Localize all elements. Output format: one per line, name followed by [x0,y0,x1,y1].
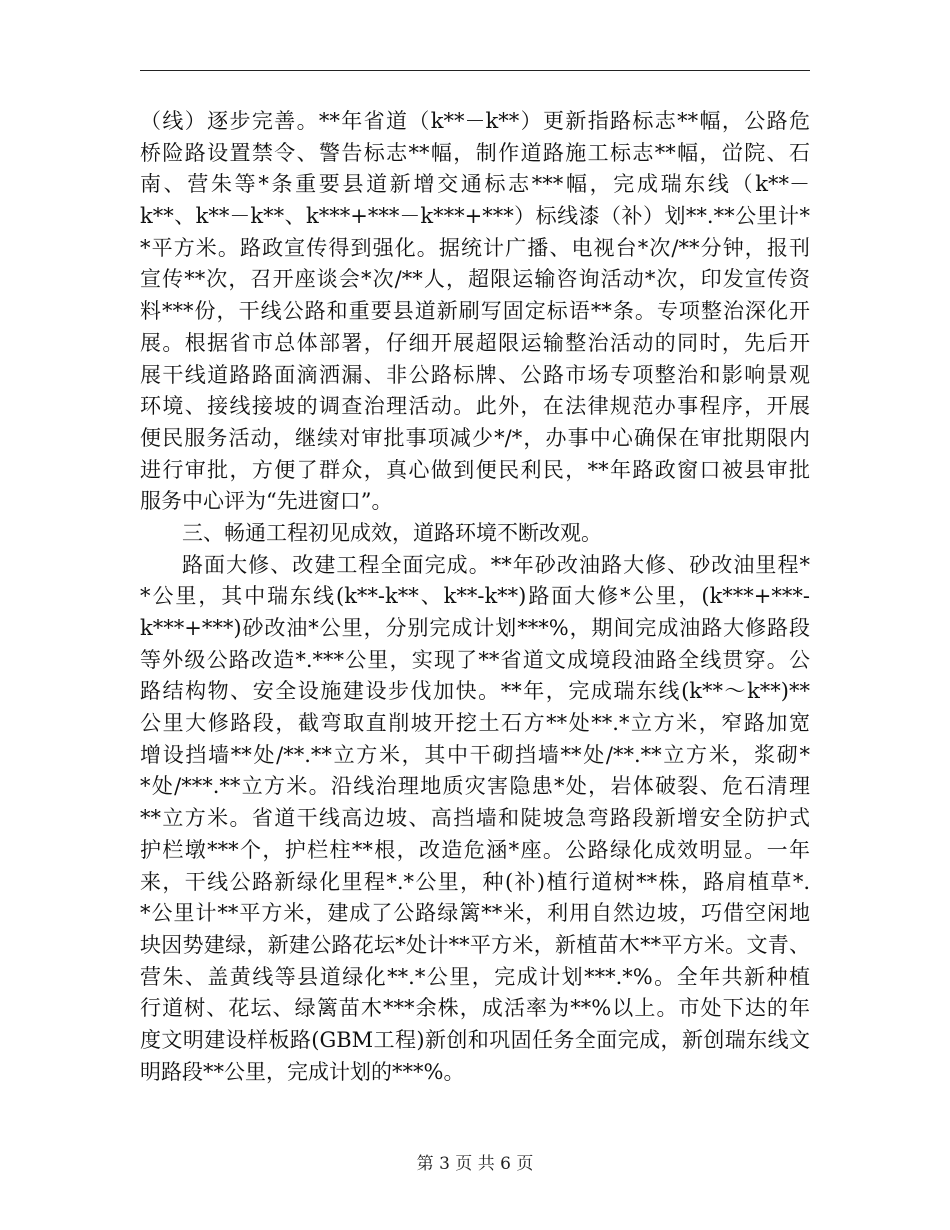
text-line: 南、营朱等*条重要县道新增交通标志***幅，完成瑞东线（k**－ [140,172,810,197]
text-line: *公里，其中瑞东线(k**-k**、k**-k**)路面大修*公里，(k***+***- [140,584,810,609]
page-footer [0,1153,950,1175]
text-line: 进行审批，方便了群众，真心做到便民利民，**年路政窗口被县审批 [140,457,810,482]
header-rule [140,70,810,71]
text-line: 营朱、盖黄线等县道绿化**.*公里，完成计划***.*%。全年共新种植 [140,964,810,989]
text-line: k***+***)砂改油*公里，分别完成计划***%，期间完成油路大修路段 [140,616,810,640]
text-line: 桥险路设置禁令、警告标志**幅，制作道路施工标志**幅，峃院、石 [140,140,810,165]
text-line: 等外级公路改造*.***公里，实现了**省道文成境段油路全线贯穿。公 [140,647,810,672]
document-body [140,106,810,1088]
text-line: 环境、接线接坡的调查治理活动。此外，在法律规范办事程序，开展 [140,394,810,419]
text-line: **立方米。省道干线高边坡、高挡墙和陡坡急弯路段新增安全防护式 [140,806,810,831]
text-line: 度文明建设样板路(GBM工程)新创和巩固任务全面完成，新创瑞东线文 [140,1027,810,1052]
text-line: 公里大修路段，截弯取直削坡开挖土石方**处**.*立方米，窄路加宽 [140,711,810,736]
text-line: （线）逐步完善。**年省道（k**－k**）更新指路标志**幅，公路危 [140,109,810,133]
page-number: 第 3 页 共 6 页 [416,1154,534,1174]
text-line: 料***份，干线公路和重要县道新刷写固定标语**条。专项整治深化开 [140,299,810,324]
text-line: 路结构物、安全设施建设步伐加快。**年，完成瑞东线(k**～k**)** [140,679,810,704]
text-line: 护栏墩***个，护栏柱**根，改造危涵*座。公路绿化成效明显。一年 [140,837,810,862]
text-line: *处/***.**立方米。沿线治理地质灾害隐患*处，岩体破裂、危石清理 [140,774,810,799]
text-line: 来，干线公路新绿化里程*.*公里，种(补)植行道树**株，路肩植草*. [140,869,810,894]
text-line: 展。根据省市总体部署，仔细开展超限运输整治活动的同时，先后开 [140,330,810,355]
text-line: 路面大修、改建工程全面完成。**年砂改油路大修、砂改油里程* [182,552,810,577]
text-line: 宣传**次，召开座谈会*次/**人，超限运输咨询活动*次，印发宣传资 [140,267,810,292]
text-line: 明路段**公里，完成计划的***%。 [140,1059,465,1084]
text-line: 展干线道路路面滴洒漏、非公路标牌、公路市场专项整治和影响景观 [140,362,810,387]
section-heading: 三、畅通工程初见成效，道路环境不断改观。 [182,520,602,545]
text-line: *公里计**平方米，建成了公路绿篱**米，利用自然边坡，巧借空闲地 [140,901,810,926]
text-line: 便民服务活动，继续对审批事项减少*/*，办事中心确保在审批期限内 [140,425,810,450]
text-line: 服务中心评为“先进窗口”。 [140,489,393,514]
text-line: 块因势建绿，新建公路花坛*处计**平方米，新植苗木**平方米。文青、 [140,932,810,957]
text-line: 行道树、花坛、绿篱苗木***余株，成活率为**%以上。市处下达的年 [140,996,810,1021]
text-line: 增设挡墙**处/**.**立方米，其中干砌挡墙**处/**.**立方米，浆砌* [140,742,810,767]
text-line: *平方米。路政宣传得到强化。据统计广播、电视台*次/**分钟，报刊 [140,235,810,260]
text-line: k**、k**－k**、k***+***－k***+***）标线漆（补）划**.**公里计* [140,204,810,229]
